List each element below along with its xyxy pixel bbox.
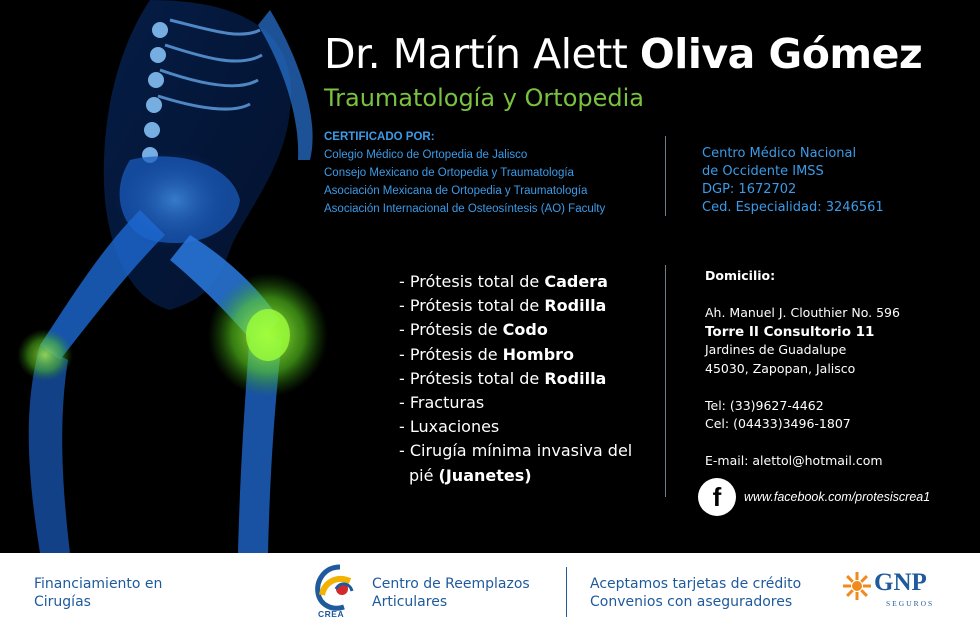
footer-divider	[566, 567, 567, 617]
doctor-name-regular: Dr. Martín Alett	[324, 30, 640, 78]
certification-line: Asociación Internacional de Osteosíntesis (AO) Faculty	[324, 203, 606, 215]
spacer	[705, 286, 900, 305]
procedure-text: - Prótesis total de	[399, 272, 545, 291]
center-text	[372, 575, 530, 611]
email: E-mail: alettol@hotmail.com	[705, 453, 883, 468]
list-item	[399, 415, 632, 439]
financing-line: Cirugías	[34, 594, 91, 610]
doctor-name	[324, 30, 922, 78]
list-item	[399, 367, 632, 391]
center-line: Centro Médico Nacional	[702, 146, 857, 161]
sun-icon	[842, 571, 872, 601]
procedure-bold: (Juanetes)	[438, 465, 532, 485]
procedure-text: - Prótesis de	[399, 344, 503, 364]
doctor-name-bold: Oliva Gómez	[639, 30, 923, 78]
procedure-bold: Codo	[502, 320, 548, 340]
phone: Tel: (33)9627-4462	[705, 397, 824, 413]
list-item	[399, 464, 632, 488]
procedure-bold: Rodilla	[544, 296, 607, 316]
gnp-subtitle: SEGUROS	[886, 599, 935, 608]
procedure-text: - Prótesis total de	[399, 296, 545, 316]
financing-text	[34, 575, 162, 611]
divider	[665, 265, 666, 497]
address-label: Domicilio:	[705, 268, 776, 283]
gnp-wordmark: GNP	[874, 569, 927, 596]
cards-text	[590, 575, 801, 611]
procedure-text: - Luxaciones	[399, 417, 500, 437]
procedure-bold: Rodilla	[544, 368, 607, 388]
address-line: Torre II Consultorio 11	[705, 323, 875, 340]
crea-logo-text: CREA	[318, 609, 345, 619]
skeleton-illustration	[0, 0, 380, 553]
center-line: Articulares	[372, 594, 448, 610]
procedure-text: pié	[409, 465, 439, 485]
center-line: de Occidente IMSS	[702, 164, 824, 179]
contact-block	[705, 267, 900, 471]
address-line: 45030, Zapopan, Jalisco	[705, 360, 856, 376]
list-item	[399, 343, 632, 367]
list-item	[399, 270, 632, 294]
facebook-link[interactable]	[698, 478, 930, 516]
certification-line: Asociación Mexicana de Ortopedia y Traumatología	[324, 185, 588, 197]
certification-line: Consejo Mexicano de Ortopedia y Traumatología	[324, 167, 574, 179]
certification-block	[324, 128, 654, 218]
specialty-title: Traumatología y Ortopedia	[324, 84, 644, 112]
procedure-text: - Fracturas	[399, 393, 485, 413]
center-line: DGP: 1672702	[702, 182, 797, 197]
cellphone: Cel: (04433)3496-1807	[705, 416, 851, 431]
center-line: Ced. Especialidad: 3246561	[702, 200, 884, 215]
certification-line: Colegio Médico de Ortopedia de Jalisco	[324, 149, 528, 161]
procedure-bold: Cadera	[544, 272, 608, 291]
cards-line: Aceptamos tarjetas de crédito	[590, 576, 802, 592]
list-item	[399, 439, 632, 463]
medical-center-block	[702, 145, 884, 217]
cards-line: Convenios con aseguradores	[590, 594, 793, 610]
financing-line: Financiamiento en	[34, 576, 163, 592]
divider	[665, 136, 666, 216]
spacer	[705, 378, 900, 397]
facebook-url: www.facebook.com/protesiscrea1	[744, 490, 931, 504]
list-item	[399, 318, 632, 342]
list-item	[399, 391, 632, 415]
procedure-bold: Hombro	[502, 344, 575, 364]
facebook-icon: f	[698, 478, 736, 516]
procedures-list	[399, 270, 632, 488]
spacer	[705, 434, 900, 453]
procedure-text: - Prótesis total de	[399, 368, 545, 388]
certification-title: CERTIFICADO POR:	[324, 131, 435, 143]
footer-bar	[0, 553, 980, 630]
procedure-text: - Cirugía mínima invasiva del	[399, 441, 633, 461]
procedure-text: - Prótesis de	[399, 320, 503, 340]
list-item	[399, 294, 632, 318]
address-line: Jardines de Guadalupe	[705, 342, 847, 357]
address-line: Ah. Manuel J. Clouthier No. 596	[705, 305, 900, 320]
center-line: Centro de Reemplazos	[372, 576, 530, 592]
